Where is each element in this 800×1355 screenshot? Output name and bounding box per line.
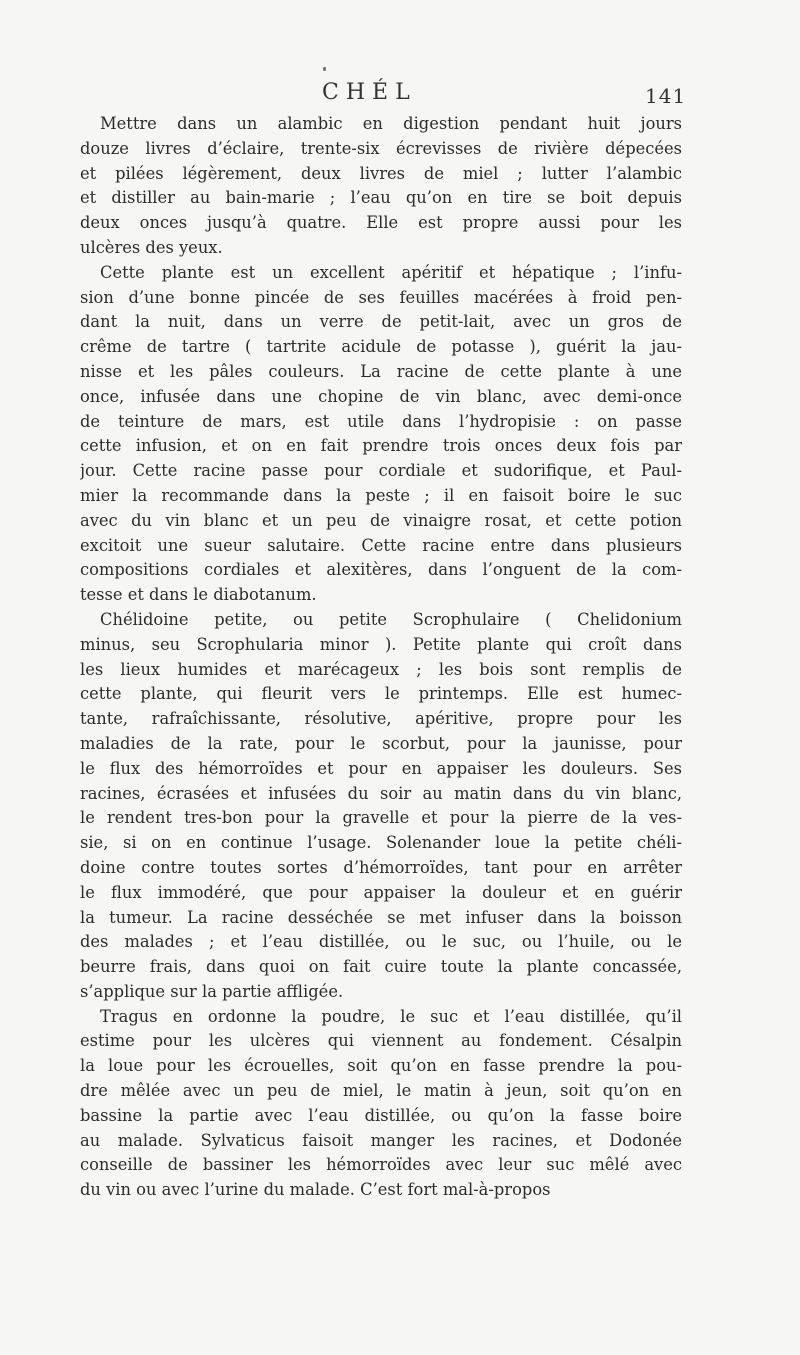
- text-line: douze livres d’éclaire, trente-six écrevisses de rivière dépecées: [80, 138, 682, 158]
- page-number: 141: [645, 84, 687, 108]
- text-line: sie, si on en continue l’usage. Solenander loue la petite chéli-: [80, 833, 682, 853]
- text-line: cette plante, qui fleurit vers le printemps. Elle est humec-: [80, 684, 682, 704]
- text-line: bassine la partie avec l’eau distillée, ou qu’on la fasse boire: [80, 1105, 682, 1125]
- text-line: la loue pour les écrouelles, soit qu’on en fasse prendre la pou-: [80, 1056, 682, 1076]
- running-head-title: CHÉL: [322, 80, 417, 105]
- text-line: once, infusée dans une chopine de vin blanc, avec demi-once: [80, 386, 682, 406]
- text-line: et pilées légèrement, deux livres de miel ; lutter l’alambic: [80, 163, 682, 183]
- text-line: le flux immodéré, que pour appaiser la douleur et en guérir: [80, 882, 682, 902]
- text-line: ulcères des yeux.: [80, 237, 223, 257]
- text-line: racines, écrasées et infusées du soir au matin dans du vin blanc,: [80, 783, 682, 803]
- text-line: minus, seu Scrophularia minor ). Petite plante qui croît dans: [80, 634, 682, 654]
- text-line: Chélidoine petite, ou petite Scrophulaire ( Chelidonium: [100, 609, 682, 629]
- text-line: cette infusion, et on en fait prendre trois onces deux fois par: [80, 436, 682, 456]
- text-line: la tumeur. La racine desséchée se met infuser dans la boisson: [80, 907, 682, 927]
- text-line: le flux des hémorroïdes et pour en appaiser les douleurs. Ses: [80, 758, 682, 778]
- text-line: Mettre dans un alambic en digestion pendant huit jours: [100, 114, 682, 133]
- text-line: crême de tartre ( tartrite acidule de potasse ), guérit la jau-: [80, 337, 682, 357]
- text-line: maladies de la rate, pour le scorbut, pour la jaunisse, pour: [80, 733, 682, 753]
- text-line: avec du vin blanc et un peu de vinaigre rosat, et cette potion: [80, 510, 682, 530]
- text-line: compositions cordiales et alexitères, dans l’onguent de la com-: [80, 560, 682, 580]
- text-line: les lieux humides et marécageux ; les bois sont remplis de: [80, 659, 682, 679]
- text-line: dre mêlée avec un peu de miel, le matin à jeun, soit qu’on en: [80, 1081, 682, 1101]
- text-line: sion d’une bonne pincée de ses feuilles macérées à froid pen-: [80, 287, 682, 307]
- text-line: le rendent tres-bon pour la gravelle et pour la pierre de la ves-: [80, 808, 682, 828]
- text-line: deux onces jusqu’à quatre. Elle est propre aussi pour les: [80, 213, 682, 233]
- text-line: au malade. Sylvaticus faisoit manger les racines, et Dodonée: [80, 1130, 682, 1150]
- text-line: excitoit une sueur salutaire. Cette racine entre dans plusieurs: [80, 535, 682, 555]
- text-line: du vin ou avec l’urine du malade. C’est fort mal-à-propos: [80, 1180, 551, 1200]
- text-line: beurre frais, dans quoi on fait cuire toute la plante concassée,: [80, 957, 682, 977]
- text-line: nisse et les pâles couleurs. La racine de cette plante à une: [80, 361, 682, 381]
- text-line: tante, rafraîchissante, résolutive, apéritive, propre pour les: [80, 709, 682, 729]
- text-line: tesse et dans le diabotanum.: [80, 585, 317, 605]
- text-line: doine contre toutes sortes d’hémorroïdes, tant pour en arrêter: [80, 857, 682, 877]
- text-line: mier la recommande dans la peste ; il en faisoit boire le suc: [80, 485, 682, 505]
- text-line: de teinture de mars, est utile dans l’hydropisie : on passe: [80, 411, 682, 431]
- ink-mark: [323, 67, 326, 71]
- text-line: jour. Cette racine passe pour cordiale et sudorifique, et Paul-: [80, 461, 682, 481]
- text-line: des malades ; et l’eau distillée, ou le suc, ou l’huile, ou le: [80, 932, 682, 952]
- text-line: conseille de bassiner les hémorroïdes avec leur suc mêlé avec: [80, 1155, 682, 1175]
- text-line: s’applique sur la partie affligée.: [80, 981, 344, 1001]
- text-line: dant la nuit, dans un verre de petit-lait, avec un gros de: [80, 312, 682, 332]
- text-line: Tragus en ordonne la poudre, le suc et l’eau distillée, qu’il: [100, 1006, 682, 1026]
- text-line: et distiller au bain-marie ; l’eau qu’on en tire se boit depuis: [80, 188, 682, 208]
- running-head: [0, 80, 800, 110]
- body-text: [80, 112, 682, 1203]
- text-line: Cette plante est un excellent apéritif et hépatique ; l’infu-: [100, 262, 682, 282]
- text-line: estime pour les ulcères qui viennent au fondement. Césalpin: [80, 1031, 682, 1051]
